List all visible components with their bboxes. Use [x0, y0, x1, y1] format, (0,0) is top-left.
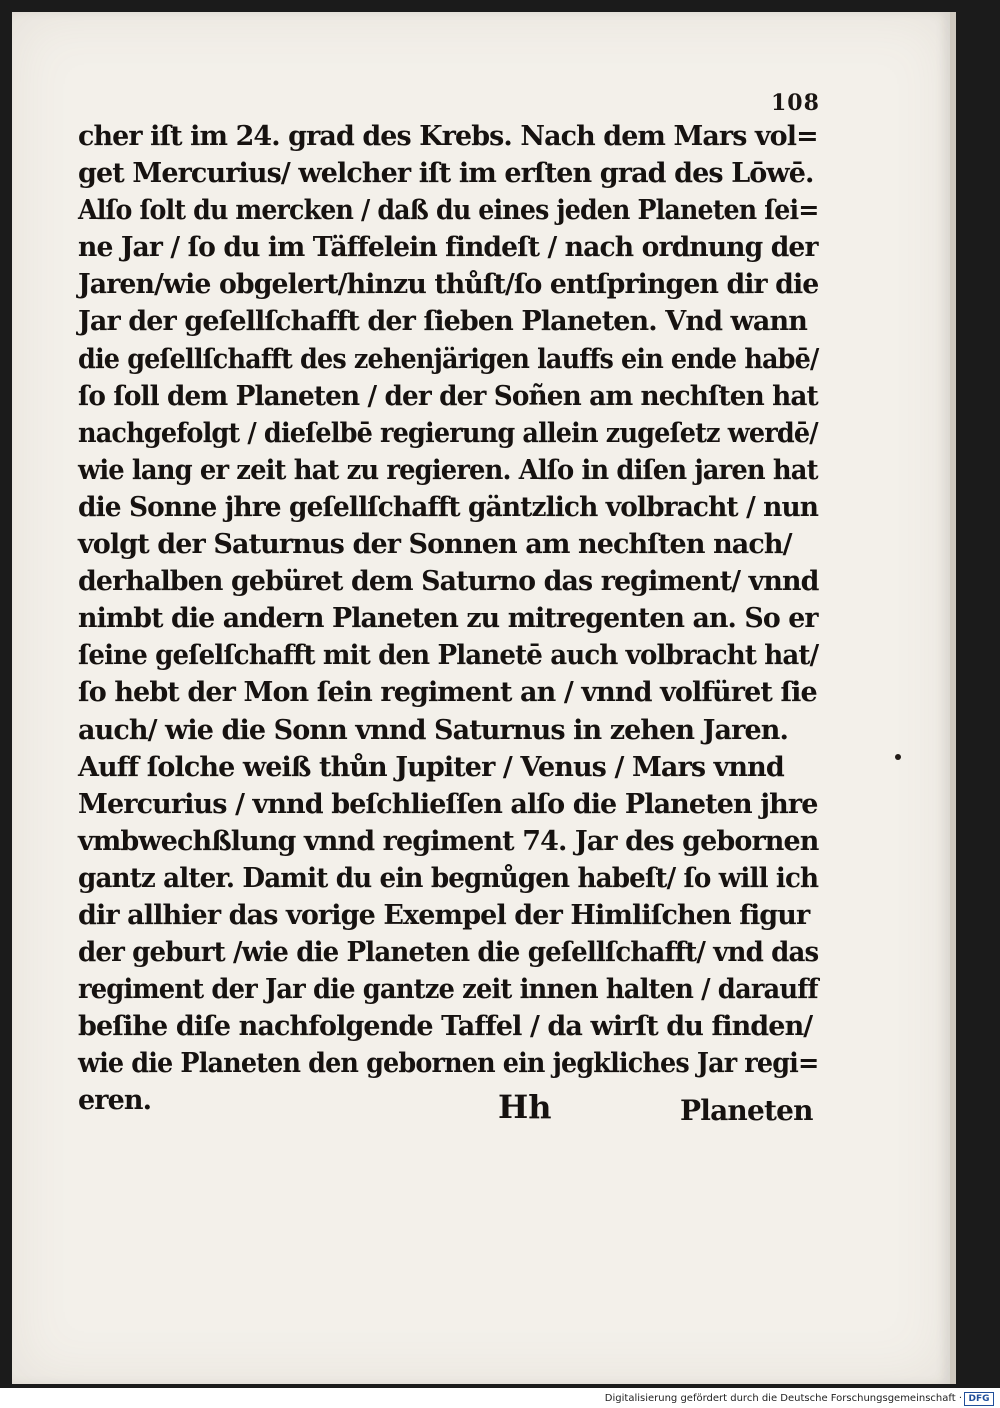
text-line-17: auch/ wie die Sonn vnnd Saturnus in zehen Jaren.	[78, 714, 788, 746]
text-line-18: Auff ſolche weiß thůn Jupiter / Venus / Mars vnnd	[78, 751, 784, 783]
text-line-11: die Sonne jhre geſellſchafft gäntzlich volbracht / nun	[78, 491, 819, 523]
text-line-21: gantz alter. Damit du ein begnůgen habeſt/ ſo will ich	[78, 862, 819, 894]
text-line-2: get Mercurius/ welcher iſt im erſten grad des Lōwē.	[78, 158, 814, 190]
text-line-1: cher iſt im 24. grad des Krebs. Nach dem Mars vol=	[78, 121, 818, 152]
text-line-24: regiment der Jar die gantze zeit innen halten / darauff	[78, 974, 818, 1006]
text-line-19: Mercurius / vnnd beſchlieſſen alſo die Planeten jhre	[78, 788, 818, 820]
dfg-logo: DFG	[964, 1392, 994, 1406]
body-text	[78, 118, 818, 1120]
text-line-5: Jaren/wie obgelert/hinzu thůſt/ſo entſpringen dir die	[78, 269, 819, 301]
text-line-9: nachgefolgt / dieſelbē regierung allein zugeſetz werdē/	[78, 417, 818, 449]
catchword: Planeten	[680, 1094, 813, 1127]
text-line-27: eren.	[78, 1085, 152, 1117]
text-line-7: die geſellſchafft des zehenjärigen lauffs ein ende habē/	[78, 343, 819, 375]
page-number: 108	[771, 90, 820, 116]
page-edge	[950, 12, 956, 1384]
text-line-4: ne Jar / ſo du im Täffelein findeſt / nach ordnung der	[78, 232, 818, 264]
footer-credit: Digitalisierung gefördert durch die Deutsche Forschungsgemeinschaft ·	[604, 1393, 962, 1404]
text-line-26: wie die Planeten den gebornen ein jegkliches Jar regi=	[78, 1048, 819, 1080]
text-line-13: derhalben gebüret dem Saturno das regiment/ vnnd	[78, 566, 819, 598]
text-line-8: ſo ſoll dem Planeten / der der Soñen am nechſten hat	[78, 380, 818, 412]
text-line-22: dir allhier das vorige Exempel der Himliſchen figur	[78, 899, 810, 931]
text-line-15: ſeine geſelſchafft mit den Planetē auch volbracht hat/	[78, 640, 819, 672]
text-line-6: Jar der geſellſchafft der ſieben Planeten. Vnd wann	[78, 306, 807, 338]
text-line-3: Alſo ſolt du mercken / daß du eines jeden Planeten ſei=	[78, 195, 819, 227]
text-line-12: volgt der Saturnus der Sonnen am nechſten nach/	[78, 529, 792, 561]
text-line-20: vmbwechßlung vnnd regiment 74. Jar des gebornen	[78, 825, 819, 857]
signature-mark: Hh	[498, 1088, 552, 1126]
text-line-25: beſihe diſe nachfolgende Taffel / da wirſt du finden/	[78, 1011, 813, 1043]
text-line-16: ſo hebt der Mon ſein regiment an / vnnd volfüret ſie	[78, 677, 817, 709]
text-line-14: nimbt die andern Planeten zu mitregenten an. So er	[78, 603, 818, 635]
ink-dot	[895, 754, 901, 760]
text-line-23: der geburt /wie die Planeten die geſellſchafft/ vnd das	[78, 937, 819, 969]
text-line-10: wie lang er zeit hat zu regieren. Alſo in diſen jaren hat	[78, 454, 818, 486]
